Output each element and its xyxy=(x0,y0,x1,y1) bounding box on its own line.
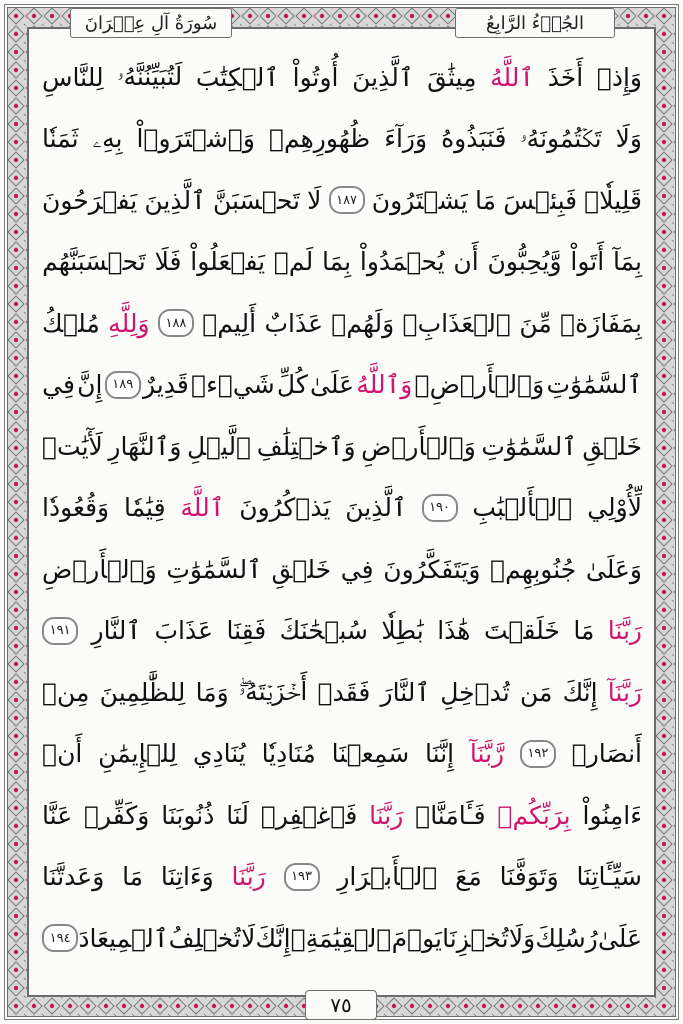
word: خَلۡقِ xyxy=(582,431,642,461)
word: ٱلَّذِينَ xyxy=(352,62,414,92)
text-line xyxy=(42,544,642,594)
text-line xyxy=(42,852,642,902)
word: لَتُبَيِّنُنَّهُۥ xyxy=(117,62,183,91)
word: خَلۡقِ xyxy=(271,554,332,584)
ayah-number-marker: ١٨٩ xyxy=(105,371,141,399)
word: أَن xyxy=(453,247,479,276)
highlighted-word: رَّبَّنَآ xyxy=(469,739,505,768)
word: عَذَابَ xyxy=(154,616,213,645)
word: مَا xyxy=(573,616,595,645)
word: مِّنَ xyxy=(519,308,552,338)
word: يُحۡمَدُواْ xyxy=(359,247,445,276)
word: هَٰذَا xyxy=(437,616,471,645)
word: أَخۡزَيۡتَهُۥۖ xyxy=(238,677,308,706)
word: إِنَّكَ xyxy=(255,923,291,953)
word: وَٱلۡأَرۡضِ xyxy=(361,431,476,461)
word: مَا xyxy=(122,862,144,891)
word: وَٱخۡتِلَٰفِ xyxy=(256,431,356,461)
word: ٱلۡقِيَٰمَةِۖ xyxy=(290,923,392,953)
highlighted-word: رَبَّنَا xyxy=(231,862,266,891)
word: يُنَادِي xyxy=(192,739,246,768)
word: وَمَا xyxy=(195,677,229,707)
text-line xyxy=(42,114,642,164)
highlighted-word: رَبَّنَا xyxy=(607,616,642,645)
word: فَنَبَذُوهُ xyxy=(441,124,507,153)
text-line xyxy=(42,298,642,348)
word: ٱلۡعَذَابِۖ xyxy=(402,308,511,338)
word: تُدۡخِلِ xyxy=(440,677,510,707)
ayah-number-marker: ١٨٧ xyxy=(329,186,365,214)
highlighted-word: وَلِلَّهِ xyxy=(108,308,150,338)
highlighted-word: ٱللَّهَ xyxy=(180,493,225,522)
text-line xyxy=(42,237,642,287)
word: وَلَهُمۡ xyxy=(331,308,395,338)
word: ٱلنَّارَ xyxy=(380,677,431,707)
word: فَٱغۡفِرۡ xyxy=(260,800,358,830)
page-number: ٧٥ xyxy=(305,990,377,1020)
word: بِمَفَازَةٖ xyxy=(560,308,642,338)
word: ٱلَّذِينَ xyxy=(345,493,407,522)
word: لَمۡ xyxy=(273,247,314,276)
word: تُخۡزِنَا xyxy=(442,923,509,953)
word: وَكَفِّرۡ xyxy=(83,800,150,830)
word: ٱلۡأَلۡبَٰبِ xyxy=(472,493,573,522)
word: مَن xyxy=(519,677,553,707)
word: لَا xyxy=(241,923,256,953)
word: لَأٓيَٰتٖ xyxy=(42,431,103,461)
word: تَحۡسَبَنَّهُم xyxy=(42,247,146,276)
text-line xyxy=(42,360,642,410)
word: فَلَا xyxy=(154,247,182,276)
word: أُوتُواْ xyxy=(292,62,339,92)
word: بَٰطِلٗا xyxy=(381,616,424,645)
word: مُنَادِيٗا xyxy=(261,739,316,768)
word: ٱلَّذِينَ xyxy=(144,185,206,215)
text-line xyxy=(42,913,642,963)
word: وَٱلۡأَرۡضِۗ xyxy=(414,370,545,399)
word: يَذۡكُرُونَ xyxy=(239,493,331,522)
word: ءَامِنُواْ xyxy=(582,800,642,830)
word: مِيثَٰقَ xyxy=(427,62,477,92)
word: وَعَلَىٰ xyxy=(585,554,642,584)
word: مَعَ xyxy=(455,862,482,891)
word: سُبۡحَٰنَكَ xyxy=(279,616,368,645)
word: وَقُعُودٗا xyxy=(42,493,110,522)
word: أَخَذَ xyxy=(547,62,584,92)
word: أَنصَارٖ xyxy=(571,739,642,768)
word: ٱلۡكِتَٰبَ xyxy=(195,62,280,92)
word: وَلَا xyxy=(508,923,536,953)
highlighted-word: وَٱللَّهُ xyxy=(356,370,413,399)
quran-text-block xyxy=(42,52,642,982)
word: ٱلسَّمَٰوَٰتِ xyxy=(166,554,262,584)
word: بِهِۦ xyxy=(92,123,123,153)
word: وَلَا xyxy=(615,124,642,153)
word: مِنۡ xyxy=(42,677,90,707)
word: لِلظَّٰلِمِينَ xyxy=(99,677,186,707)
word: إِنَّ xyxy=(77,370,103,399)
word: وَٱلنَّهَارِ xyxy=(108,431,182,461)
word: وَرَآءَ xyxy=(384,124,428,153)
word: تَحۡسَبَنَّ xyxy=(212,185,300,215)
word: وَٱلۡأَرۡضِ xyxy=(42,554,157,584)
word: وَعَدتَّنَا xyxy=(42,862,105,891)
text-line xyxy=(42,52,642,102)
word: ٱلنَّارِ xyxy=(91,616,142,645)
word: رُسُلِكَ xyxy=(535,923,598,953)
word: وَٱشۡتَرَوۡاْ xyxy=(136,124,255,153)
word: وَتَوَفَّنَا xyxy=(499,862,559,891)
word: وَءَاتِنَا xyxy=(160,862,214,891)
word: عَلَىٰ xyxy=(597,923,642,953)
word: مَا xyxy=(474,185,496,215)
word: لِّأُوْلِي xyxy=(587,493,642,522)
highlighted-word: رَبَّنَآ xyxy=(607,677,642,707)
word: فَقِنَا xyxy=(226,616,267,645)
word: ٱلسَّمَٰوَٰتِ xyxy=(481,431,577,461)
word: إِنَّكَ xyxy=(562,677,598,707)
ayah-number-marker: ١٨٨ xyxy=(158,309,194,337)
word: سَيِّـَٔاتِنَا xyxy=(576,862,642,891)
word: بِمَآ xyxy=(612,247,642,276)
word: لِلۡإِيمَٰنِ xyxy=(98,739,178,768)
word: سَمِعۡنَا xyxy=(331,739,410,768)
word: لَنَا xyxy=(226,800,249,830)
word: قَلِيلٗاۖ xyxy=(584,185,642,215)
highlighted-word: ٱللَّهُ xyxy=(490,62,535,92)
word: عَلَىٰ xyxy=(310,370,355,399)
word: فَقَدۡ xyxy=(317,677,371,707)
word: يَفۡرَحُونَ xyxy=(42,185,138,215)
text-line xyxy=(42,175,642,225)
word: إِنَّنَا xyxy=(425,739,455,768)
word: وَإِذۡ xyxy=(596,62,642,92)
word: مُلۡكُ xyxy=(42,308,100,338)
word: ثَمَنٗا xyxy=(42,124,79,153)
word: تَكۡتُمُونَهُۥ xyxy=(520,123,602,153)
highlighted-word: بِرَبِّكُمۡ xyxy=(497,800,571,830)
word: خَلَقۡتَ xyxy=(483,616,560,645)
word: يَفۡعَلُواْ xyxy=(190,247,266,276)
ayah-number-marker: ١٩٤ xyxy=(42,924,78,952)
word: وَيَتَفَكَّرُونَ xyxy=(383,554,481,584)
word: يَشۡتَرُونَ xyxy=(371,185,468,215)
text-line xyxy=(42,790,642,840)
word: أَنۡ xyxy=(42,739,83,768)
word: قِيَٰمٗا xyxy=(123,493,166,522)
word: ظُهُورِهِمۡ xyxy=(268,124,371,153)
word: ٱلۡأَبۡرَارِ xyxy=(337,862,438,891)
word: ذُنُوبَنَا xyxy=(161,800,215,830)
word: كُلِّ xyxy=(276,370,308,399)
text-line xyxy=(42,667,642,717)
word: تُخۡلِفُ xyxy=(168,923,241,953)
word: بِمَا xyxy=(322,247,352,276)
text-line xyxy=(42,606,642,656)
word: فِي xyxy=(340,554,374,584)
ayah-number-marker: ١٩٣ xyxy=(284,863,320,891)
word: فِي xyxy=(42,370,75,399)
word: ٱلَّيۡلِ xyxy=(187,431,252,461)
juz-label: الجُزۡءُ الرَّابِعُ xyxy=(455,8,615,38)
word: فَـَٔامَنَّاۚ xyxy=(415,800,486,830)
word: لَا xyxy=(307,185,322,215)
word: ٱلسَّمَٰوَٰتِ xyxy=(546,370,642,399)
word: فَبِئۡسَ xyxy=(503,185,578,215)
word: عَنَّا xyxy=(42,800,73,830)
text-line xyxy=(42,729,642,779)
ayah-number-marker: ١٩١ xyxy=(42,617,78,645)
word: يَوۡمَ xyxy=(391,923,442,953)
text-line xyxy=(42,483,642,533)
text-line xyxy=(42,421,642,471)
surah-name-label: سُورَةُ آلِ عِمۡرَانَ xyxy=(70,8,232,38)
highlighted-word: رَبَّنَا xyxy=(369,800,404,830)
word: لِلنَّاسِ xyxy=(42,62,104,92)
ayah-number-marker: ١٩٠ xyxy=(422,494,458,522)
word: شَيۡءٖ xyxy=(191,370,275,399)
word: أَتَواْ xyxy=(570,247,605,276)
word: جُنُوبِهِمۡ xyxy=(490,554,577,584)
word: أَلِيمٞ xyxy=(202,308,257,338)
word: قَدِيرٌ xyxy=(143,370,189,399)
ayah-number-marker: ١٩٢ xyxy=(520,740,556,768)
word: وَّيُحِبُّونَ xyxy=(487,247,562,276)
word: ٱلۡمِيعَادَ xyxy=(78,923,169,953)
word: عَذَابٌ xyxy=(264,308,323,338)
